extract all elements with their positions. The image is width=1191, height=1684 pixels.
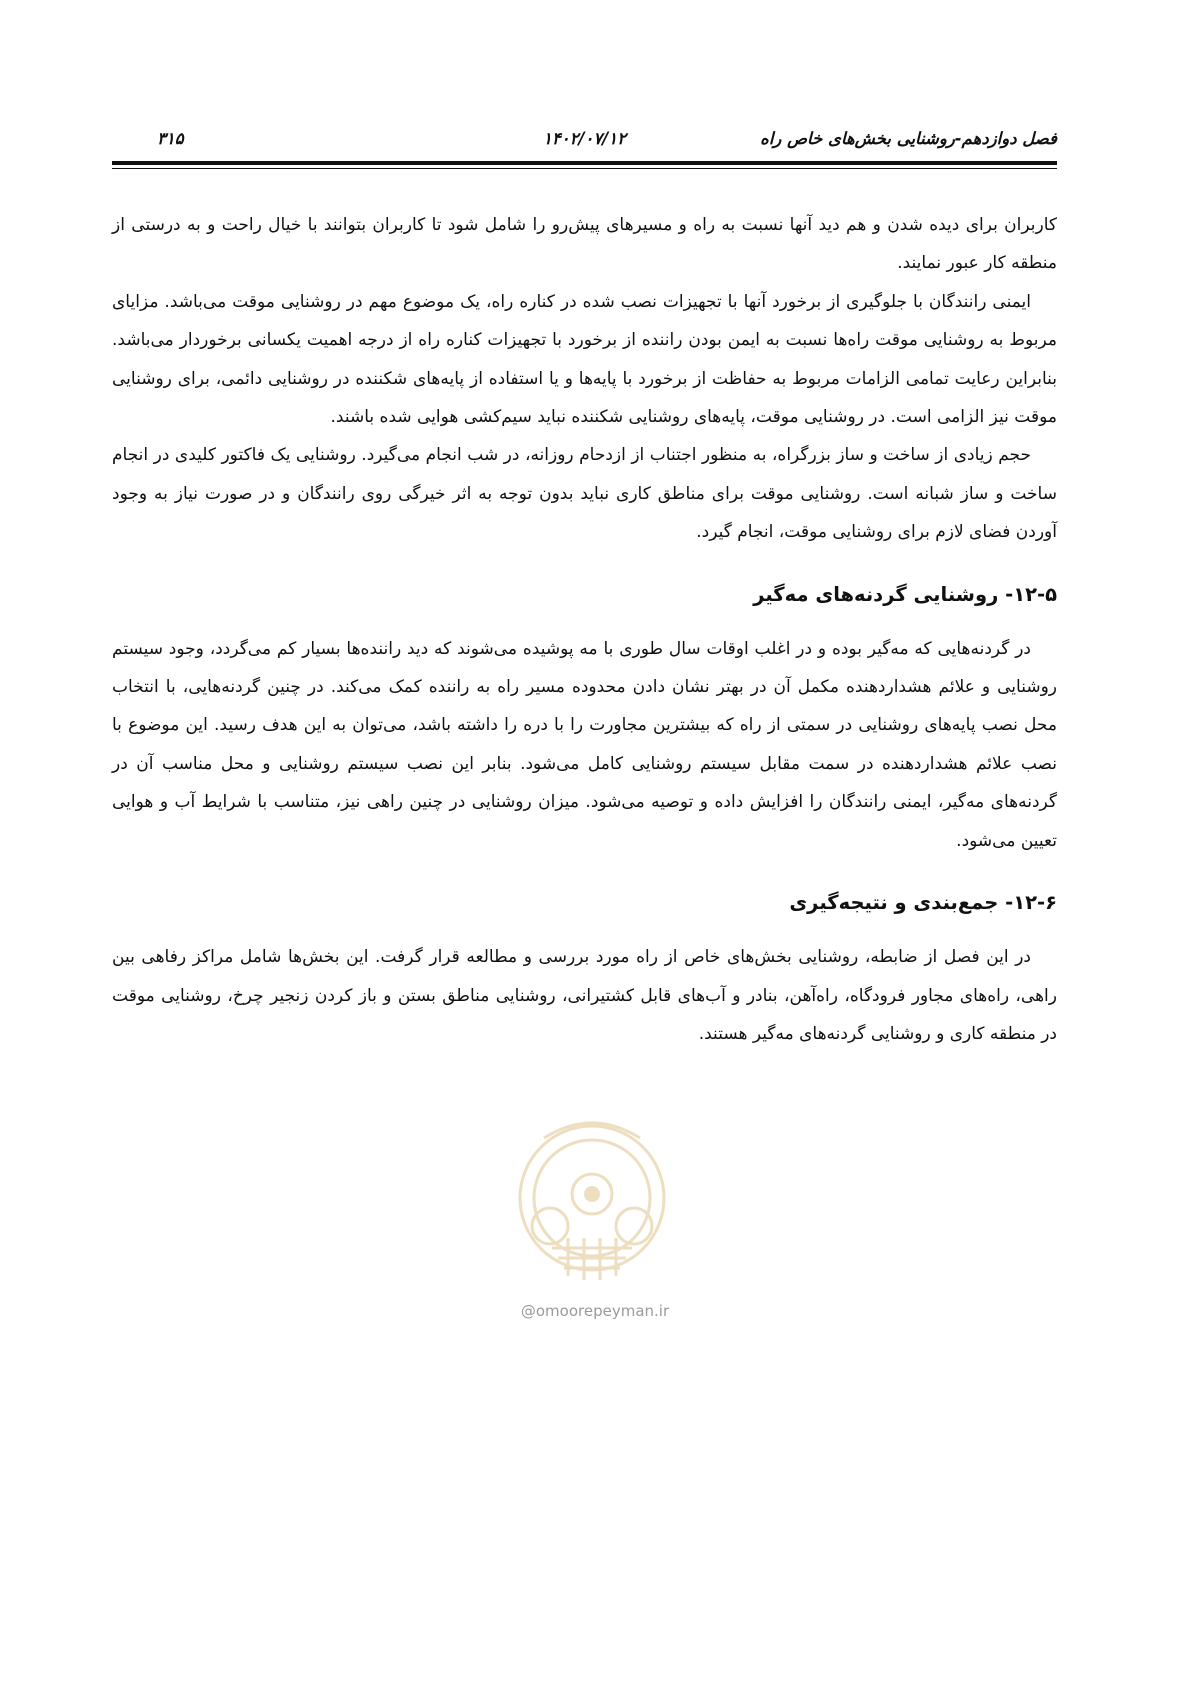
- chapter-title: فصل دوازدهم-روشنایی بخش‌های خاص راه: [760, 129, 1057, 148]
- section-heading-summary: ۱۲-۶- جمع‌بندی و نتیجه‌گیری: [789, 891, 1057, 915]
- section-heading-fog-pass: ۱۲-۵- روشنایی گردنه‌های مه‌گیر: [753, 582, 1057, 606]
- paragraph: کاربران برای دیده شدن و هم دید آنها نسبت به راه و مسیرهای پیش‌رو را شامل شود تا کاربران بتوانند با خیال راحت و به درستی از منطقه کار عبور نمایند.: [112, 215, 1057, 274]
- watermark-logo-icon: [498, 1098, 686, 1298]
- header-rule-thick: [112, 161, 1057, 165]
- header-rule-thin: [112, 168, 1057, 169]
- page-number: ۳۱۵: [157, 129, 184, 148]
- paragraph: ایمنی رانندگان با جلوگیری از برخورد آنها با تجهیزات نصب شده در کناره راه، یک موضوع مهم در روشنایی موقت می‌باشد. مزایای مربوط به روشنایی موقت راه‌ها نسبت به ایمن بودن راننده از برخورد با تجهیزات کناره راه از درجه اهمیت یکسانی برخوردار می‌باشد. بنابراین رعایت تمامی الزامات مربوط به حفاظت از برخورد با پایه‌ها و یا استفاده از پایه‌های شکننده در روشنایی دائمی، برای روشنایی موقت نیز الزامی است. در روشنایی موقت، پایه‌های روشنایی شکننده نباید سیم‌کشی هوایی شده باشند.: [112, 291, 1057, 428]
- watermark-text: @omoorepeyman.ir: [520, 1302, 670, 1320]
- paragraph: در گردنه‌هایی که مه‌گیر بوده و در اغلب اوقات سال طوری با مه پوشیده می‌شوند که دید راننده‌ها بسیار کم می‌گردد، وجود سیستم روشنایی و علائم هشداردهنده مکمل آن در بهتر نشان دادن محدوده مسیر راه به راننده کمک می‌کند. در چنین گردنه‌هایی، با انتخاب محل نصب پایه‌های روشنایی در سمتی از راه که بیشترین مجاورت را با دره را داشته باشد، می‌توان به این هدف رسید. این موضوع با نصب علائم هشداردهنده در سمت مقابل سیستم روشنایی کامل می‌شود. بنابر این نصب سیستم روشنایی و محل مناسب آن در گردنه‌های مه‌گیر، ایمنی رانندگان را افزایش داده و توصیه می‌شود. میزان روشنایی در چنین راهی نیز، متناسب با شرایط آب و هوایی تعیین می‌شود.: [112, 638, 1057, 851]
- paragraph: در این فصل از ضابطه، روشنایی بخش‌های خاص از راه مورد بررسی و مطالعه قرار گرفت. این بخش‌ها شامل مراکز رفاهی بین راهی، راه‌های مجاور فرودگاه، راه‌آهن، بنادر و آب‌های قابل کشتیرانی، روشنایی مناطق بستن و باز کردن زنجیر چرخ، روشنایی موقت در منطقه کاری و روشنایی گردنه‌های مه‌گیر هستند.: [112, 947, 1057, 1044]
- paragraph: حجم زیادی از ساخت و ساز بزرگراه، به منظور اجتناب از ازدحام روزانه، در شب انجام می‌گیرد. روشنایی یک فاکتور کلیدی در انجام ساخت و ساز شبانه است. روشنایی موقت برای مناطق کاری نباید بدون توجه به اثر خیرگی روی رانندگان و در صورت نیاز به وجود آوردن فضای لازم برای روشنایی موقت، انجام گیرد.: [112, 445, 1057, 543]
- page-header: [112, 128, 1057, 158]
- header-date: ۱۴۰۲/۰۷/۱۲: [543, 129, 626, 148]
- page-body: [112, 206, 1057, 1053]
